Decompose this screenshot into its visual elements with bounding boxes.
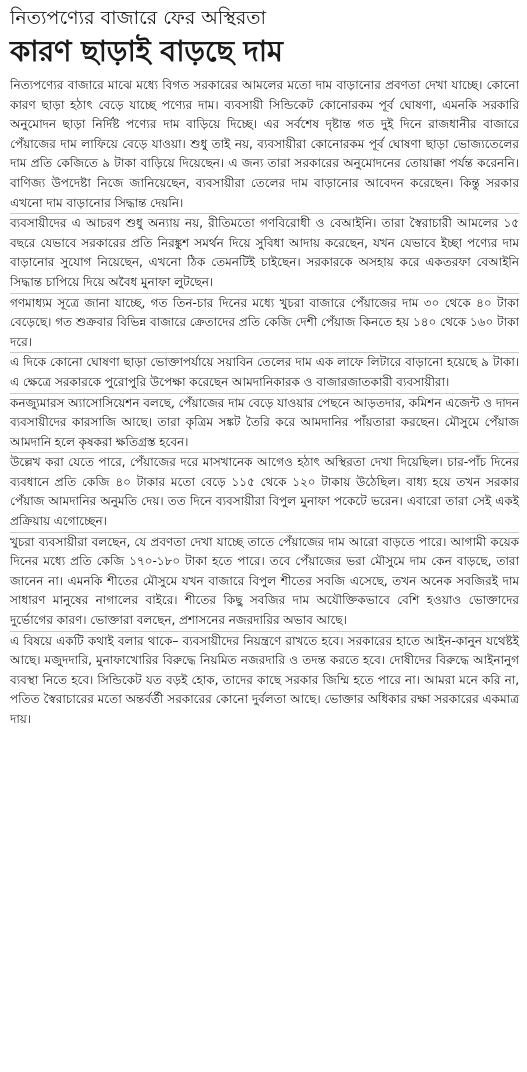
article-paragraph: নিত্যপণ্যের বাজারে মাঝে মধ্যে বিগত সরকারের আমলের মতো দাম বাড়ানোর প্রবণতা দেখা যাচ্ছে। কোনো কারণ ছাড়া হঠাৎ বেড়ে যাচ্ছে পণ্যের দাম। ব্যবসায়ী সিন্ডিকেট কোনোরকম পূর্ব ঘোষণা, এমনকি সরকারি অনুমোদন ছাড়া নির্দিষ্ট পণ্যের দাম বাড়িয়ে দিচ্ছে। এর সর্বশেষ দৃষ্টান্ত গত দুই দিনে রাজধানীর বাজারে পেঁয়াজের দাম লাফিয়ে বেড়ে যাওয়া। শুধু তাই নয়, ব্যবসায়ীরা কোনোরকম পূর্ব ঘোষণা ছাড়া ভোজ্যতেলের দাম প্রতি কেজিতে ৯ টাকা বাড়িয়ে দিয়েছেন। এ জন্য তারা সরকারের অনুমোদনের তোয়াক্কা পর্যন্ত করেননি। বাণিজ্য উপদেষ্টা নিজে জানিয়েছেন, ব্যবসায়ীরা তেলের দাম বাড়ানোর আবেদন করেছেন। কিন্তু সরকার এখনো দাম বাড়ানোর সিদ্ধান্ত দেয়নি। bbox=[10, 78, 519, 210]
article-headline: কারণ ছাড়াই বাড়ছে দাম bbox=[10, 34, 283, 68]
article-paragraph: ব্যবসায়ীদের এ আচরণ শুধু অন্যায় নয়, রীতিমতো গণবিরোধী ও বেআইনি। তারা স্বৈরাচারী আমলের ১৫ বছরে যেভাবে সরকারের প্রতি নিরঙ্কুশ সমর্থন দিয়ে সুবিধা আদায় করেছেন, যখন যেভাবে ইচ্ছা পণ্যের দাম বাড়ানোর সুযোগ নিয়েছেন, এখনো ঠিক তেমনটিই চাইছেন। সরকারকে অসহায় করে একতরফা বেআইনি সিদ্ধান্ত চাপিয়ে দিয়ে অবৈধ মুনাফা লুটছেন। bbox=[10, 213, 519, 292]
article-paragraph: এ বিষয়ে একটি কথাই বলার থাকে– ব্যবসায়ীদের নিয়ন্ত্রণে রাখতে হবে। সরকারের হাতে আইন-কানুন যথেষ্টই আছে। মজুদদারি, মুনাফাখোরির বিরুদ্ধে নিয়মিত নজরদারি ও তদন্ত করতে হবে। দোষীদের বিরুদ্ধে আইনানুগ ব্যবস্থা নিতে হবে। সিন্ডিকেট যত বড়ই হোক, তাদের কাছে সরকার জিম্মি হতে পারে না। আমরা মনে করি না, পতিত স্বৈরাচারের মতো অন্তর্বর্তী সরকারের কোনো দুর্বলতা আছে। ভোক্তার অধিকার রক্ষা সরকারের একমাত্র দায়। bbox=[10, 631, 519, 730]
article-paragraph: কনজ্যুমারস অ্যাসোসিয়েশন বলছে, পেঁয়াজের দাম বেড়ে যাওয়ার পেছনে আড়তদার, কমিশন এজেন্ট ও দাদন ব্যবসায়ীদের কারসাজি আছে। তারা কৃত্রিম সঙ্কট তৈরি করে আমদানির পাঁয়তারা করছেন। মৌসুমে পেঁয়াজ আমদানি হলে কৃষকরা ক্ষতিগ্রস্ত হবেন। bbox=[10, 393, 519, 453]
article-paragraph: গণমাধ্যম সূত্রে জানা যাচ্ছে, গত তিন-চার দিনের মধ্যে খুচরা বাজারে পেঁয়াজের দাম ৩০ থেকে ৪০ টাকা বেড়েছে। গত শুক্রবার বিভিন্ন বাজারে ক্রেতাদের প্রতি কেজি দেশী পেঁয়াজ কিনতে হয় ১৪০ থেকে ১৬০ টাকা দরে। bbox=[10, 293, 519, 353]
article-paragraph: উল্লেখ করা যেতে পারে, পেঁয়াজের দরে মাসখানেক আগেও হঠাৎ অস্থিরতা দেখা দিয়েছিল। চার-পাঁচ দিনের ব্যবধানে প্রতি কেজি ৪০ টাকার মতো বেড়ে ১১৫ থেকে ১২০ টাকায় উঠেছিল। বাধ্য হয়ে তখন সরকার পেঁয়াজ আমদানির অনুমতি দেয়। তত দিনে ব্যবসায়ীরা বিপুল মুনাফা পকেটে ভরেন। এবারো তারা সেই একই প্রক্রিয়ায় এগোচ্ছেন। bbox=[10, 452, 519, 531]
article-paragraph: খুচরা ব্যবসায়ীরা বলছেন, যে প্রবণতা দেখা যাচ্ছে তাতে পেঁয়াজের দাম আরো বাড়তে পারে। আগামী কয়েক দিনের মধ্যে প্রতি কেজি ১৭০-১৮০ টাকা হতে পারে। তবে পেঁয়াজের ভরা মৌসুমে দাম কেন বাড়ছে, তারা জানেন না। এমনকি শীতের মৌসুমে যখন বাজারে বিপুল শীতের সবজি এসেছে, তখন অনেক সবজিরই দাম সাধারণ মানুষের নাগালের বাইরে। শীতের কিছু সবজির দাম অযৌক্তিকভাবে বেশি হওয়াও ভোক্তাদের দুর্ভোগের কারণ। ভোক্তারা বলছেন, প্রশাসনের নজরদারির অভাব আছে। bbox=[10, 532, 519, 631]
article-paragraph: এ দিকে কোনো ঘোষণা ছাড়া ভোক্তাপর্যায়ে সয়াবিন তেলের দাম এক লাফে লিটারে বাড়ানো হয়েছে ৯ টাকা। এ ক্ষেত্রে সরকারকে পুরোপুরি উপেক্ষা করেছেন আমদানিকারক ও বাজারজাতকারী ব্যবসায়ীরা। bbox=[10, 352, 519, 392]
article-kicker: নিত্যপণ্যের বাজারে ফের অস্থিরতা bbox=[10, 7, 267, 29]
article-body bbox=[10, 76, 519, 730]
